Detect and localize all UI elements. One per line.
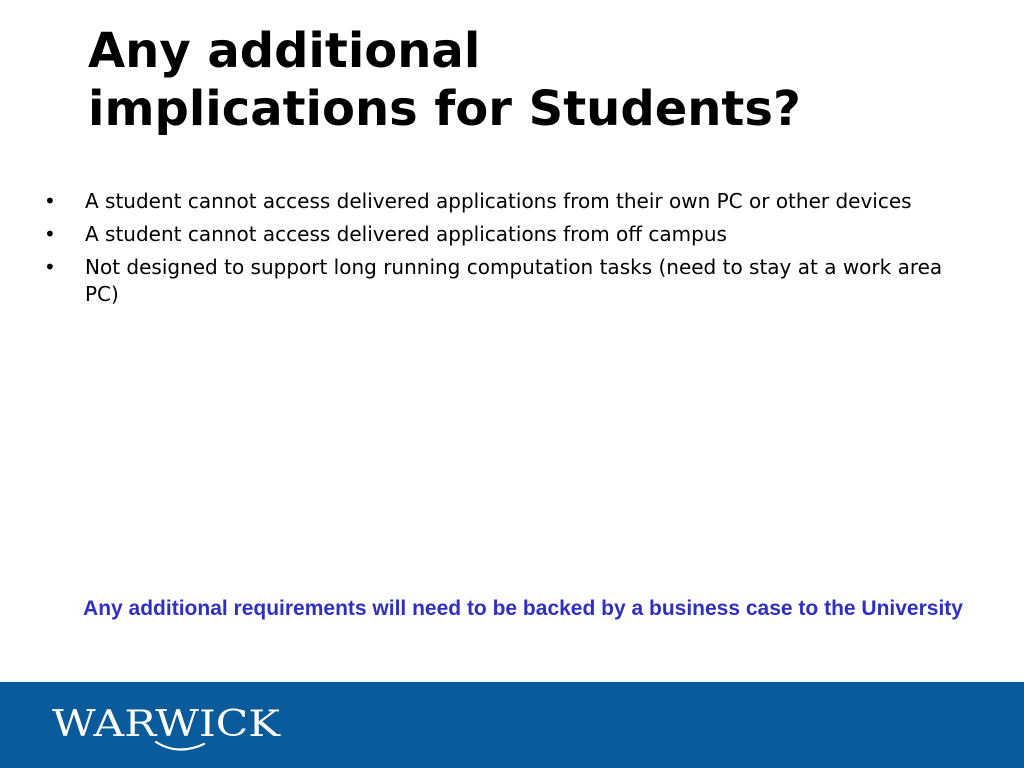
bullet-item bbox=[44, 188, 964, 215]
bullet-text: Not designed to support long running computation tasks (need to stay at a work area PC) bbox=[85, 255, 943, 306]
bullet-item bbox=[44, 254, 964, 308]
bullet-text: A student cannot access delivered applications from their own PC or other devices bbox=[85, 189, 912, 213]
bullet-marker: • bbox=[44, 189, 56, 213]
warwick-logo-text: WARWICK bbox=[52, 704, 282, 745]
bullet-list bbox=[44, 188, 964, 314]
slide-title bbox=[88, 22, 988, 138]
business-case-note: Any additional requirements will need to be backed by a business case to the University bbox=[83, 597, 963, 620]
slide-title-line-2: implications for Students? bbox=[88, 81, 801, 137]
bullet-item bbox=[44, 221, 964, 248]
bullet-text: A student cannot access delivered applications from off campus bbox=[85, 222, 727, 246]
footer-bar bbox=[0, 682, 1024, 768]
slide-title-line-1: Any additional bbox=[88, 23, 481, 79]
bullet-marker: • bbox=[44, 222, 56, 246]
warwick-logo bbox=[52, 702, 292, 752]
bullet-marker: • bbox=[44, 255, 56, 279]
